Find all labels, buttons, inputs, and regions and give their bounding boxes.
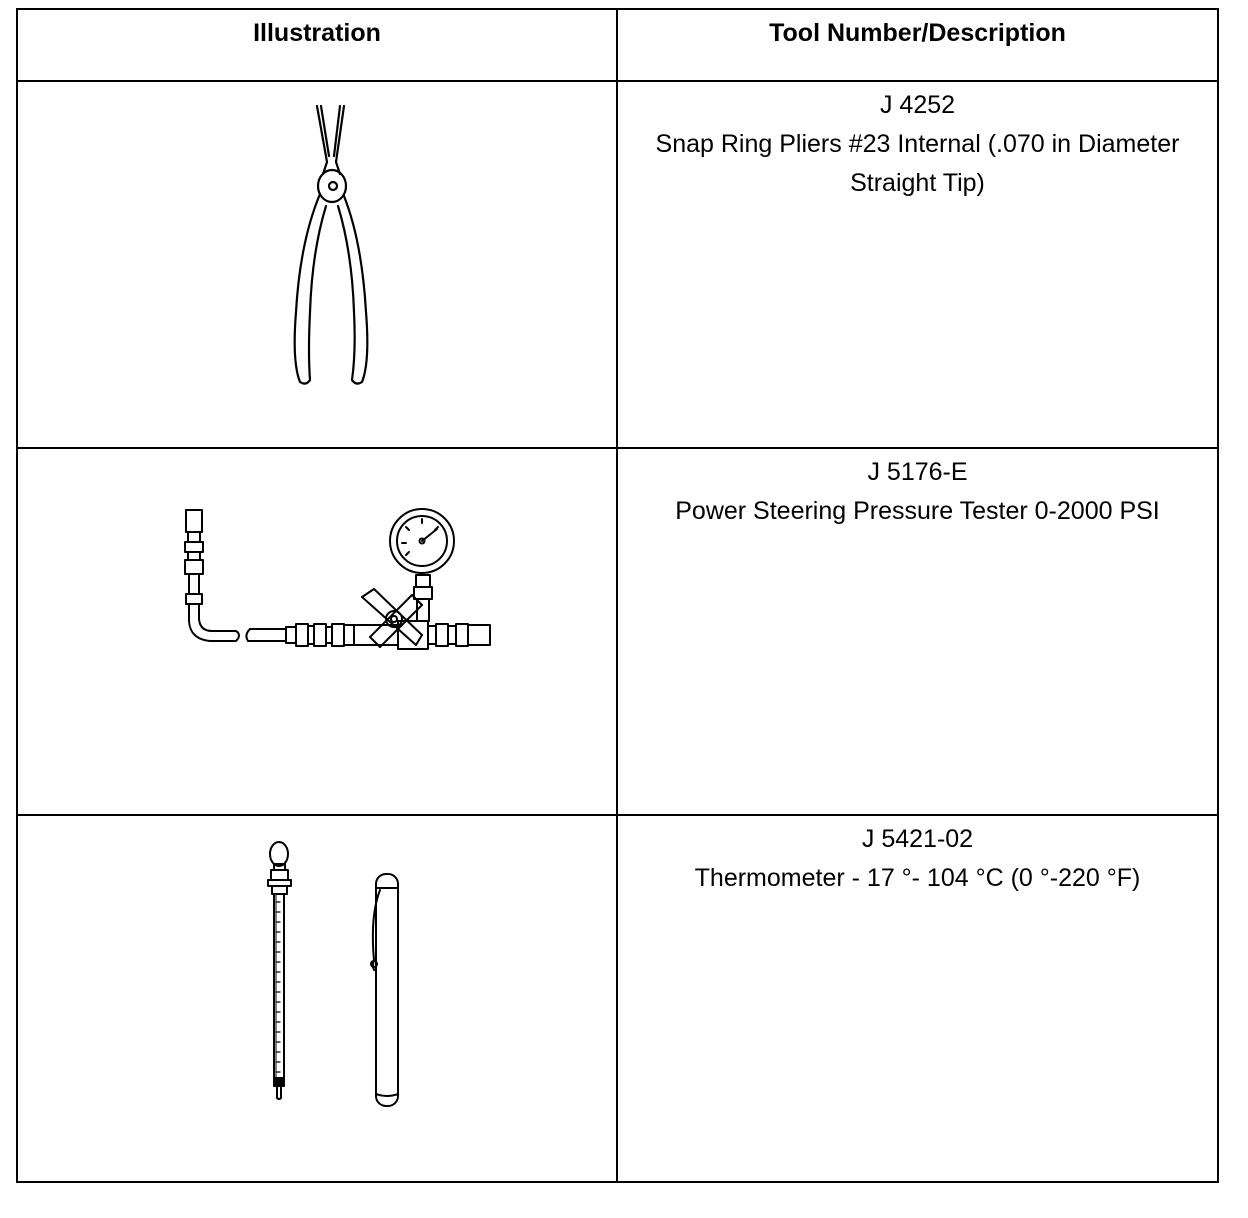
table-row xyxy=(17,815,1218,1182)
header-illustration: Illustration xyxy=(17,9,617,81)
description-cell xyxy=(617,448,1218,815)
illustration-cell xyxy=(17,81,617,448)
tool-description: Thermometer - 17 °- 104 °C (0 °-220 °F) xyxy=(694,864,1141,892)
tool-number: J 5176-E xyxy=(867,458,968,486)
tool-description: Snap Ring Pliers #23 Internal (.070 in Diameter Straight Tip) xyxy=(655,130,1180,197)
tool-number: J 5421-02 xyxy=(861,825,974,853)
description-cell xyxy=(617,81,1218,448)
header-tool-description: Tool Number/Description xyxy=(617,9,1218,81)
thermometer-icon xyxy=(18,816,618,1176)
snap-ring-pliers-icon xyxy=(18,82,618,449)
table-row xyxy=(17,448,1218,815)
table-row xyxy=(17,81,1218,448)
tool-description: Power Steering Pressure Tester 0-2000 PSI xyxy=(675,497,1160,525)
tool-number: J 4252 xyxy=(879,91,956,119)
description-cell xyxy=(617,815,1218,1182)
header-row xyxy=(17,9,1218,81)
tool-table xyxy=(16,8,1219,1183)
illustration-cell xyxy=(17,815,617,1182)
illustration-cell xyxy=(17,448,617,815)
pressure-tester-icon xyxy=(18,449,618,816)
